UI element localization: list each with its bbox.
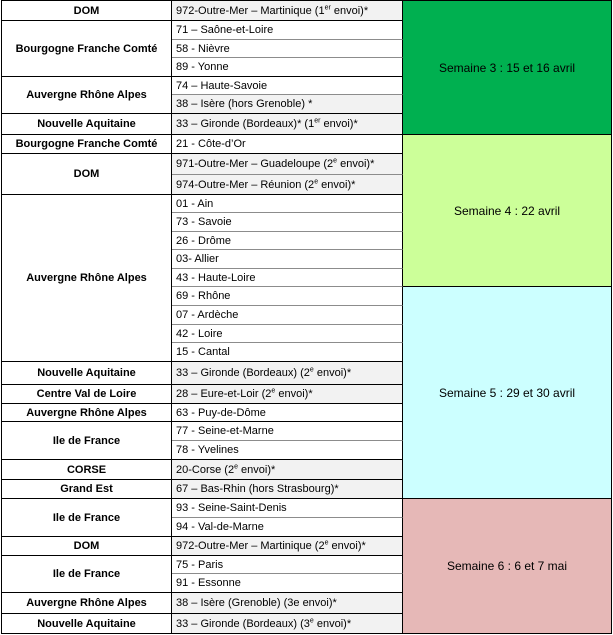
department-row [172, 287, 403, 306]
week-cell-5 [403, 287, 612, 499]
department-label: 71 – Saône-et-Loire [176, 24, 274, 36]
department-row [172, 135, 403, 154]
region-label: Bourgogne Franche Comté [15, 138, 158, 150]
department-label: 78 - Yvelines [176, 444, 239, 456]
region-label: DOM [73, 4, 100, 17]
department-label: 58 - Nièvre [176, 42, 230, 55]
department-row [172, 40, 403, 58]
department-label: 89 - Yonne [176, 61, 229, 73]
department-row [172, 195, 403, 213]
department-row [172, 499, 403, 518]
department-row [172, 269, 403, 287]
region-label: DOM [73, 168, 100, 180]
region-label: CORSE [66, 463, 107, 476]
region-label: Bourgogne Franche Comté [15, 42, 158, 55]
department-label: 73 - Savoie [176, 216, 232, 228]
department-row [172, 593, 403, 614]
department-label: 77 - Seine-et-Marne [176, 425, 274, 437]
department-label: 75 - Paris [176, 558, 224, 571]
region-cell-dom [1, 154, 172, 195]
department-label: 971-Outre-Mer – Guadeloupe (2e envoi)* [176, 157, 375, 170]
region-cell-ile-de-france [1, 422, 172, 460]
department-label: 91 - Essonne [176, 577, 241, 589]
department-row [172, 21, 403, 40]
region-cell-nouvelle-aquitaine [1, 362, 172, 385]
department-row [172, 441, 403, 460]
department-label: 972-Outre-Mer – Martinique (2e envoi)* [176, 539, 366, 552]
region-cell-centre-val-de-loire [1, 385, 172, 404]
department-row [172, 404, 403, 422]
department-row [172, 1, 403, 21]
region-cell-corse [1, 460, 172, 480]
region-label: Auvergne Rhône Alpes [26, 89, 147, 101]
department-row [172, 556, 403, 574]
department-label: 93 - Seine-Saint-Denis [176, 502, 287, 514]
department-row [172, 480, 403, 499]
department-label: 33 – Gironde (Bordeaux) (3e envoi)* [176, 616, 352, 630]
region-label: Centre Val de Loire [36, 388, 137, 400]
region-label: Ile de France [52, 434, 121, 447]
week-cell-4 [403, 135, 612, 287]
week-cell-6 [403, 499, 612, 634]
region-cell-grand-est [1, 480, 172, 499]
department-label: 69 - Rhône [176, 290, 231, 302]
region-cell-bourgogne-franche-comte [1, 135, 172, 154]
department-label: 63 - Puy-de-Dôme [176, 406, 266, 419]
department-label: 28 – Eure-et-Loir (2e envoi)* [176, 387, 313, 400]
department-label: 07 - Ardèche [176, 309, 239, 321]
department-label: 20-Corse (2e envoi)* [176, 462, 276, 476]
region-label: Nouvelle Aquitaine [37, 617, 136, 630]
department-row [172, 154, 403, 175]
region-cell-ile-de-france [1, 556, 172, 593]
department-label: 38 – Isère (hors Grenoble) * [176, 98, 313, 110]
department-label: 01 - Ain [176, 197, 214, 210]
department-label: 33 – Gironde (Bordeaux)* (1er envoi)* [176, 117, 358, 130]
department-row [172, 77, 403, 95]
department-row [172, 343, 403, 362]
department-row [172, 175, 403, 195]
region-label: Grand Est [60, 483, 113, 495]
department-row [172, 385, 403, 404]
week-label: Semaine 3 : 15 et 16 avril [438, 60, 576, 75]
region-cell-dom [1, 537, 172, 556]
department-label: 42 - Loire [176, 327, 223, 340]
region-label: Ile de France [52, 568, 121, 580]
department-row [172, 325, 403, 343]
week-label: Semaine 6 : 6 et 7 mai [446, 559, 568, 573]
department-row [172, 306, 403, 325]
department-label: 26 - Drôme [176, 234, 232, 247]
department-row [172, 362, 403, 385]
region-cell-bourgogne-franche-comte [1, 21, 172, 77]
department-row [172, 114, 403, 135]
region-label: Nouvelle Aquitaine [37, 367, 136, 379]
region-label: Auvergne Rhône Alpes [26, 406, 147, 419]
week-cell-3 [403, 1, 612, 135]
department-label: 43 - Haute-Loire [176, 271, 256, 284]
department-label: 67 – Bas-Rhin (hors Strasbourg)* [176, 483, 339, 495]
department-label: 74 – Haute-Savoie [176, 79, 268, 92]
week-label: Semaine 4 : 22 avril [453, 203, 561, 218]
region-cell-dom [1, 1, 172, 21]
department-row [172, 574, 403, 593]
department-row [172, 614, 403, 634]
department-label: 38 – Isère (Grenoble) (3e envoi)* [176, 597, 337, 609]
region-label: Auvergne Rhône Alpes [26, 597, 147, 609]
department-row [172, 537, 403, 556]
department-row [172, 95, 403, 114]
department-label: 21 - Côte-d’Or [176, 138, 246, 150]
department-row [172, 213, 403, 232]
region-label: Auvergne Rhône Alpes [26, 272, 147, 284]
region-label: DOM [73, 540, 100, 552]
department-label: 974-Outre-Mer – Réunion (2e envoi)* [176, 177, 356, 191]
region-label: Ile de France [52, 511, 121, 524]
region-cell-auvergne-rhone-alpes [1, 593, 172, 614]
region-cell-auvergne-rhone-alpes [1, 77, 172, 114]
region-cell-ile-de-france [1, 499, 172, 537]
region-cell-nouvelle-aquitaine [1, 614, 172, 634]
region-cell-auvergne-rhone-alpes [1, 404, 172, 422]
department-label: 972-Outre-Mer – Martinique (1er envoi)* [176, 3, 369, 17]
department-label: 03- Allier [176, 253, 219, 265]
region-cell-auvergne-rhone-alpes [1, 195, 172, 362]
department-label: 94 - Val-de-Marne [176, 521, 264, 533]
region-cell-nouvelle-aquitaine [1, 114, 172, 135]
department-row [172, 422, 403, 441]
department-label: 33 – Gironde (Bordeaux) (2e envoi)* [176, 366, 352, 379]
department-row [172, 518, 403, 537]
region-label: Nouvelle Aquitaine [37, 118, 136, 130]
department-row [172, 250, 403, 269]
department-label: 15 - Cantal [176, 346, 230, 358]
week-label: Semaine 5 : 29 et 30 avril [438, 385, 576, 400]
department-row [172, 460, 403, 480]
department-row [172, 58, 403, 77]
department-row [172, 232, 403, 250]
